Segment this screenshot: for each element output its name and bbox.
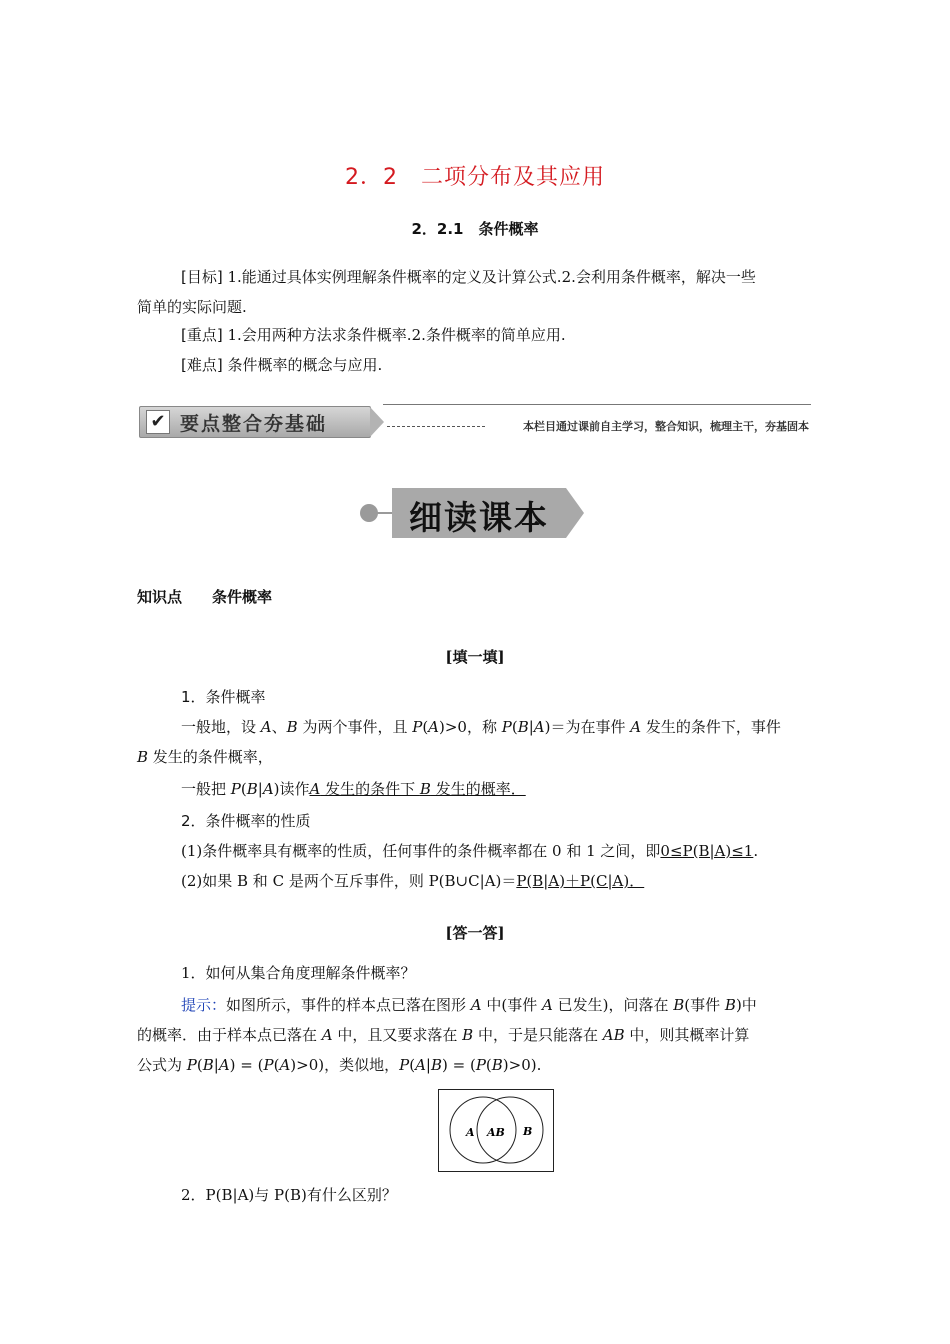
definition-text-cont: B 发生的条件概率， <box>137 748 273 766</box>
venn-label-a: A <box>466 1126 475 1139</box>
definition-text: 一般地，设 A、B 为两个事件，且 P(A)>0，称 P(B|A)＝为在事件 A 发生的条件下，事件 <box>181 718 781 736</box>
goal-target-cont: 简单的实际问题. <box>137 298 247 316</box>
venn-label-ab: AB <box>487 1126 505 1139</box>
property-2-answer: P(B|A)＋P(C|A)． <box>516 872 645 890</box>
hard-tag: [难点] <box>181 356 223 374</box>
key-text: 1.会用两种方法求条件概率.2.条件概率的简单应用. <box>222 326 566 344</box>
property-1-text: (1)条件概率具有概率的性质，任何事件的条件概率都在 0 和 1 之间，即 <box>181 842 661 860</box>
hint-label: 提示： <box>181 996 227 1014</box>
banner-title: 要点整合夯基础 <box>180 413 328 435</box>
knowledge-point-name: 条件概率 <box>212 588 273 606</box>
section-banner <box>139 404 811 438</box>
venn-label-b: B <box>523 1125 533 1138</box>
property-2-text: (2)如果 B 和 C 是两个互斥事件，则 P(B∪C|A)＝ <box>181 872 517 890</box>
item1-title: 1．条件概率 <box>181 688 266 706</box>
property-2 <box>137 866 817 896</box>
checkmark-icon: ✔ <box>146 410 170 434</box>
hint-1-cont: 的概率．由于样本点已落在 A 中，且又要求落在 B 中，于是只能落在 AB 中，则其概率计算 <box>137 1026 750 1044</box>
banner-note: 本栏目通过课前自主学习，整合知识，梳理主干，夯基固本 <box>523 420 809 433</box>
hint-1-formula: 公式为 P(B|A) = (P(A)>0)，类似地，P(A|B) = (P(B)>0). <box>137 1056 542 1074</box>
knowledge-point <box>137 586 302 607</box>
section-heading <box>360 488 590 538</box>
hint-1: 提示：如图所示，事件的样本点已落在图形 A 中(事件 A 已发生)，问落在 B(事件 B)中 <box>181 996 757 1014</box>
fill-heading: [填一填] <box>445 648 505 666</box>
banner-box <box>139 406 371 438</box>
question-1: 1．如何从集合角度理解条件概率？ <box>181 964 416 982</box>
section-subtitle: 2．2.1 条件概率 <box>411 220 539 238</box>
page-title: 2．2 二项分布及其应用 <box>345 165 605 190</box>
key-tag: [重点] <box>181 326 223 344</box>
target-tag: [目标] <box>181 268 223 286</box>
answer-heading: [答一答] <box>445 924 505 942</box>
hard-text: 条件概率的概念与应用. <box>222 356 383 374</box>
goal-hard <box>137 350 817 380</box>
banner-rule <box>383 404 811 405</box>
item2-title: 2．条件概率的性质 <box>181 812 311 830</box>
venn-diagram <box>438 1089 554 1172</box>
property-1: (1)条件概率具有概率的性质，任何事件的条件概率都在 0 和 1 之间，即0≤P(B|A)≤1. <box>181 842 759 860</box>
goal-key <box>137 320 817 350</box>
goal-target <box>137 262 817 292</box>
knowledge-point-label: 知识点 <box>137 588 183 606</box>
reading-text: 一般把 P(B|A)读作A 发生的条件下 B 发生的概率． <box>181 780 526 798</box>
section-heading-text: 细读课本 <box>409 498 549 537</box>
target-text: 1.能通过具体实例理解条件概率的定义及计算公式.2.会利用条件概率，解决一些 <box>222 268 756 286</box>
question-2: 2．P(B|A)与 P(B)有什么区别？ <box>181 1186 397 1204</box>
property-1-answer: 0≤P(B|A)≤1 <box>660 842 754 860</box>
banner-dashed-line <box>387 426 485 427</box>
